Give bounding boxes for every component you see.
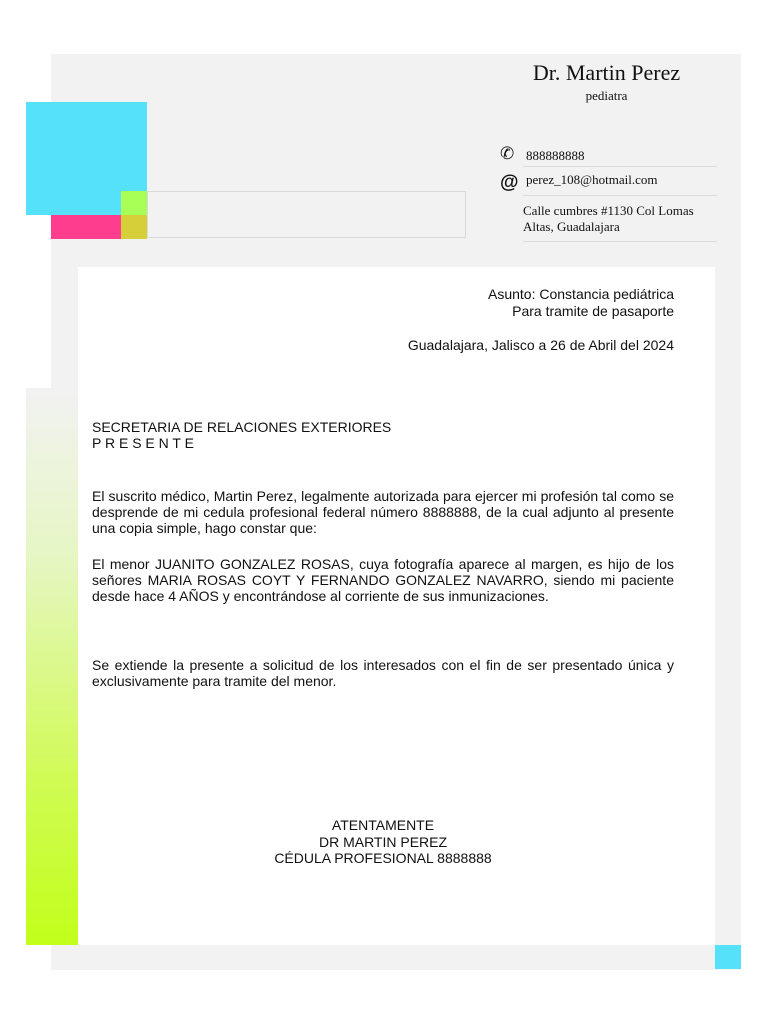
doctor-name: Dr. Martin Perez [532, 60, 681, 85]
paragraph-2: El menor JUANITO GONZALEZ ROSAS, cuya fotografía aparece al margen, es hijo de los señores MARIA ROSAS COYT Y FERNANDO GONZALEZ NAVARRO, siendo mi paciente desde hace 4 AÑOS y encontrándose al corriente de sus inmunizaciones. [92, 556, 674, 604]
paragraph-1: El suscrito médico, Martin Perez, legalmente autorizada para ejercer mi profesión tal como se desprende de mi cedula profesional federal número 8888888, de la cual adjunto al presente una copia simple, hago constar que: [92, 488, 674, 536]
phone-number: 888888888 [526, 148, 585, 163]
olive-decor-block [121, 215, 147, 239]
subject-line-1: Asunto: Constancia pediátrica [488, 286, 674, 302]
email-address: perez_108@hotmail.com [526, 172, 658, 187]
subject-line-2: Para tramite de pasaporte [512, 303, 674, 319]
lime-gradient-bar [26, 388, 78, 945]
professional-license: CÉDULA PROFESIONAL 8888888 [274, 850, 492, 866]
pink-decor-block [51, 215, 121, 239]
paragraph-3: Se extiende la presente a solicitud de los interesados con el fin de ser presentado única y exclusivamente para tramite del menor. [92, 657, 674, 689]
signer-name: DR MARTIN PEREZ [318, 834, 448, 850]
presente-line: P R E S E N T E [92, 435, 194, 451]
contact-divider [523, 195, 717, 196]
address-line-2: Altas, Guadalajara [523, 219, 620, 234]
outline-decor-box [147, 191, 466, 238]
place-and-date: Guadalajara, Jalisco a 26 de Abril del 2024 [407, 337, 674, 353]
contact-divider [523, 166, 717, 167]
recipient: SECRETARIA DE RELACIONES EXTERIORES [92, 419, 392, 435]
contact-divider [523, 241, 717, 242]
cyan-corner-block [715, 945, 741, 969]
phone-icon: ✆ [500, 144, 515, 163]
lime-decor-block [121, 191, 147, 215]
at-sign-icon: @ [500, 172, 519, 193]
doctor-specialty: pediatra [585, 88, 628, 103]
address-line-1: Calle cumbres #1130 Col Lomas [523, 203, 694, 218]
closing: ATENTAMENTE [331, 817, 435, 833]
